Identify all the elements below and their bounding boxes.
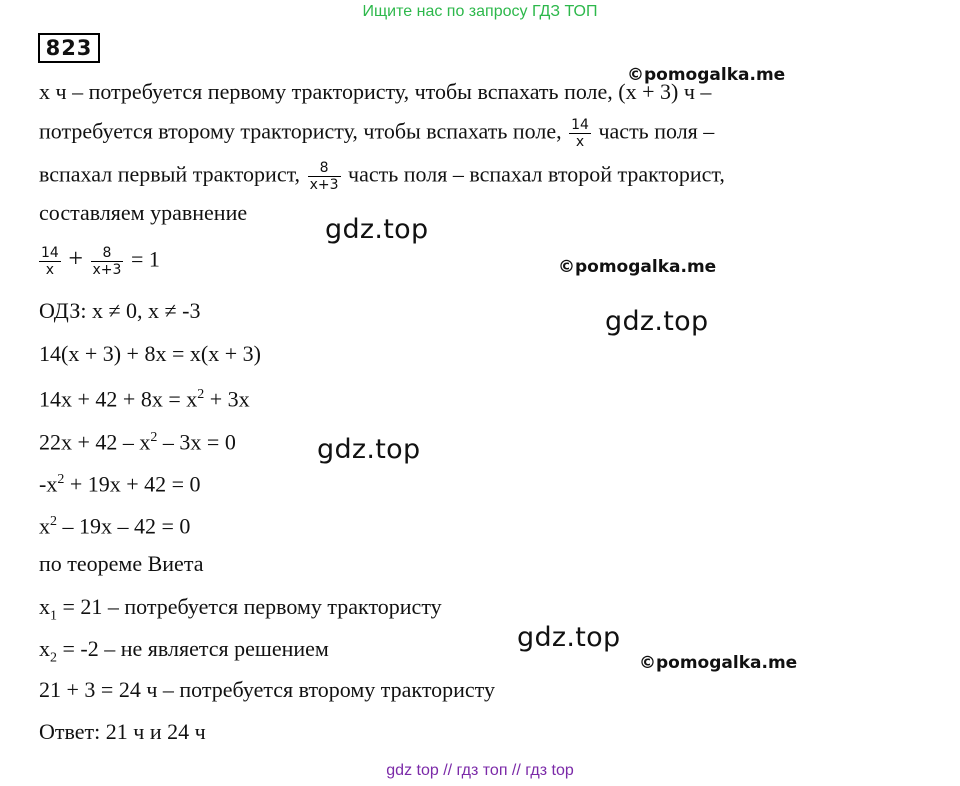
fraction-denominator: x [45, 262, 55, 278]
equation-line [39, 245, 160, 278]
fraction-denominator: x+3 [92, 262, 122, 278]
line-3-text-end: часть поля – вспахал второй тракторист, [348, 161, 725, 187]
line-3-text: вспахал первый тракторист, [39, 161, 301, 187]
fraction-8-over-x-plus-3 [308, 160, 341, 193]
equals-one: = 1 [130, 246, 160, 272]
fraction-denominator: x [575, 134, 585, 150]
line-2-text: потребуется второму трактористу, чтобы вспахать поле, [39, 118, 562, 144]
solution-line-11 [39, 509, 190, 539]
watermark-pomogalka: ©pomogalka.me [627, 65, 786, 85]
exponent: 2 [197, 387, 205, 402]
solution-line-1: x ч – потребуется первому трактористу, чтобы вспахать поле, (x + 3) ч – [39, 79, 712, 104]
plus-sign: + [68, 243, 83, 273]
fraction-8-over-x-plus-3 [91, 245, 124, 278]
fraction-14-over-x [569, 117, 591, 150]
line-10-text-end: + 19x + 42 = 0 [64, 471, 201, 497]
root-1-line [39, 594, 442, 629]
root-2-text: = -2 – не является решением [57, 636, 329, 661]
fraction-numerator: 14 [571, 117, 589, 133]
root-1-var: x [39, 594, 50, 619]
solution-line-9 [39, 425, 236, 455]
problem-number: 823 [38, 33, 100, 63]
fraction-numerator: 8 [308, 160, 341, 177]
answer-line: Ответ: 21 ч и 24 ч [39, 719, 206, 744]
subscript: 2 [50, 650, 57, 666]
exponent: 2 [57, 472, 65, 487]
solution-line-10 [39, 467, 201, 497]
watermark-pomogalka: ©pomogalka.me [639, 653, 798, 673]
watermark-gdz: gdz.top [517, 622, 621, 653]
subscript: 1 [50, 608, 57, 624]
solution-line-8 [39, 382, 250, 412]
line-2-text-end: часть поля – [598, 118, 715, 144]
fraction-14-over-x [39, 245, 61, 278]
root-1-text: = 21 – потребуется первому трактористу [57, 594, 442, 619]
watermark-pomogalka: ©pomogalka.me [558, 257, 717, 277]
watermark-gdz: gdz.top [317, 434, 421, 465]
solution-line-7: 14(x + 3) + 8x = x(x + 3) [39, 341, 261, 366]
line-11-text: x [39, 513, 50, 539]
solution-line-2 [39, 117, 714, 150]
footer-links: gdz top // гдз топ // гдз top [386, 762, 574, 779]
solution-line-4: составляем уравнение [39, 200, 248, 225]
search-banner: Ищите нас по запросу ГДЗ ТОП [362, 3, 598, 20]
fraction-numerator: 8 [91, 245, 124, 262]
solution-line-3 [39, 160, 725, 193]
watermark-gdz: gdz.top [605, 306, 709, 337]
exponent: 2 [50, 514, 57, 529]
line-10-text: -x [39, 471, 58, 497]
exponent: 2 [150, 430, 158, 445]
solution-line-12: по теореме Виета [39, 551, 204, 576]
watermark-gdz: gdz.top [325, 214, 429, 245]
line-9-text-end: – 3x = 0 [157, 429, 236, 455]
root-2-var: x [39, 636, 50, 661]
line-11-text-end: – 19x – 42 = 0 [57, 513, 191, 539]
line-8-text: 14x + 42 + 8x = x [39, 386, 198, 412]
odz-line: ОДЗ: x ≠ 0, x ≠ -3 [39, 298, 201, 323]
line-8-text-end: + 3x [204, 386, 250, 412]
fraction-numerator: 14 [41, 245, 59, 261]
fraction-denominator: x+3 [309, 177, 339, 193]
root-2-line [39, 636, 329, 671]
solution-line-15: 21 + 3 = 24 ч – потребуется второму трактористу [39, 677, 496, 702]
line-9-text: 22x + 42 – x [39, 429, 151, 455]
